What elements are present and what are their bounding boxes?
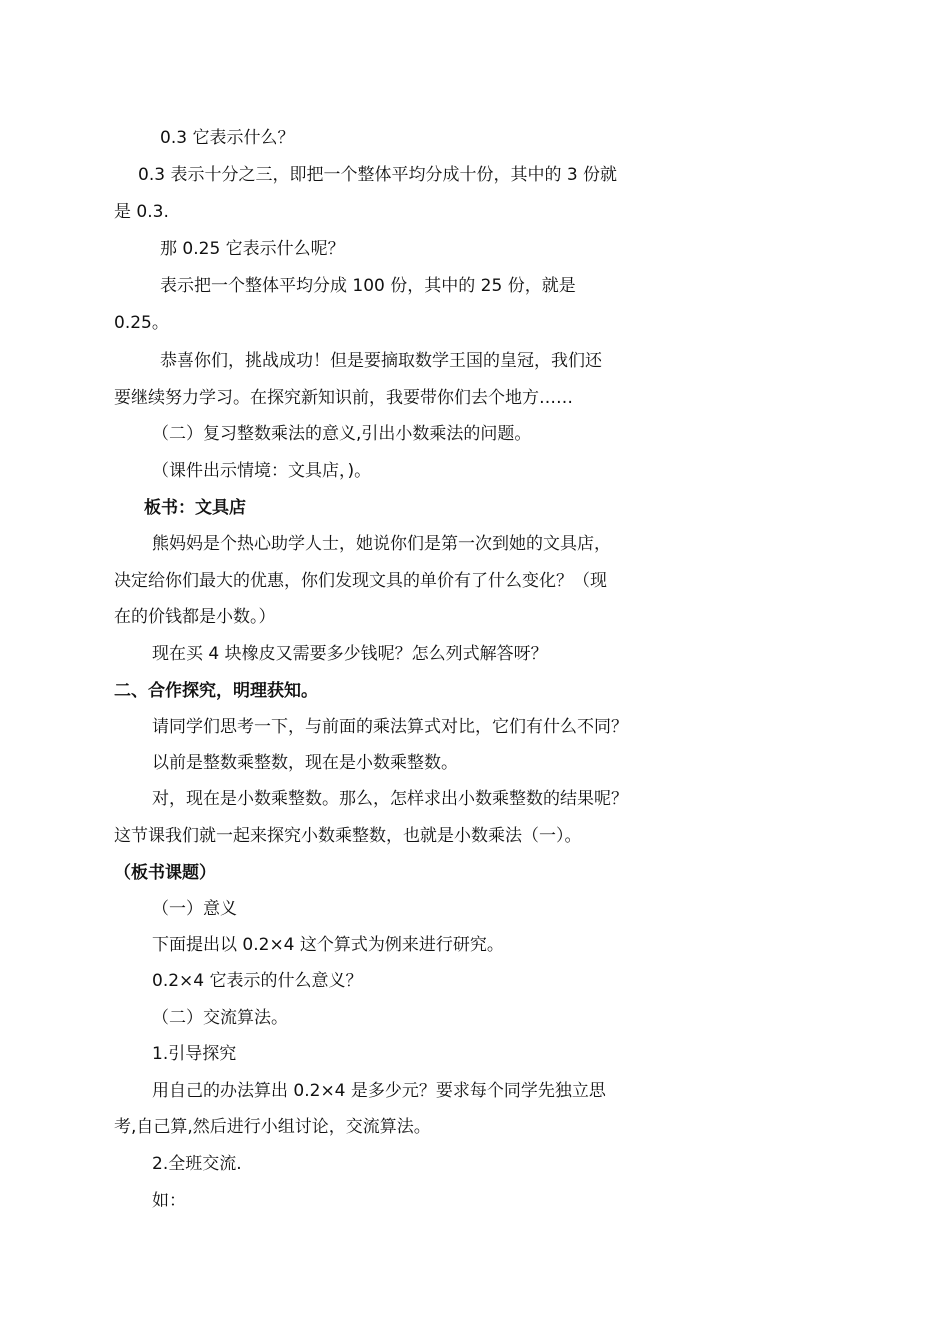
text-line: 0.3 表示十分之三，即把一个整体平均分成十份，其中的 3 份就 xyxy=(138,165,618,185)
board-note-heading: （板书课题） xyxy=(114,863,216,883)
section-heading: 二、合作探究，明理获知。 xyxy=(114,681,318,701)
text-line: 这节课我们就一起来探究小数乘整数，也就是小数乘法（一）。 xyxy=(114,826,582,846)
text-line: 对，现在是小数乘整数。那么，怎样求出小数乘整数的结果呢？ xyxy=(152,789,628,809)
text-line: （课件出示情境：文具店，)。 xyxy=(152,461,372,481)
text-line: 熊妈妈是个热心助学人士，她说你们是第一次到她的文具店， xyxy=(152,534,611,554)
board-note-heading: 板书：文具店 xyxy=(144,498,246,518)
text-line: 考,自己算,然后进行小组讨论，交流算法。 xyxy=(114,1117,431,1137)
text-line: （二）复习整数乘法的意义,引出小数乘法的问题。 xyxy=(152,424,532,444)
text-line: 0.2×4 它表示的什么意义？ xyxy=(152,971,363,991)
text-line: 要继续努力学习。在探究新知识前，我要带你们去个地方…… xyxy=(114,388,573,408)
text-line: 如： xyxy=(152,1191,186,1211)
text-line: 2.全班交流. xyxy=(152,1154,242,1174)
text-line: 0.25。 xyxy=(114,313,169,333)
text-line: 请同学们思考一下，与前面的乘法算式对比，它们有什么不同？ xyxy=(152,717,628,737)
text-line: 决定给你们最大的优惠，你们发现文具的单价有了什么变化？（现 xyxy=(114,571,607,591)
text-line: 以前是整数乘整数，现在是小数乘整数。 xyxy=(152,753,458,773)
text-line: 用自己的办法算出 0.2×4 是多少元？要求每个同学先独立思 xyxy=(152,1081,606,1101)
text-line: 恭喜你们，挑战成功！但是要摘取数学王国的皇冠，我们还 xyxy=(160,351,602,371)
text-line: 在的价钱都是小数。） xyxy=(114,607,276,627)
text-line: 0.3 它表示什么？ xyxy=(160,128,295,148)
text-line: 那 0.25 它表示什么呢？ xyxy=(160,239,345,259)
text-line: （一）意义 xyxy=(152,899,237,919)
text-line: 现在买 4 块橡皮又需要多少钱呢？怎么列式解答呀？ xyxy=(152,644,548,664)
text-line: （二）交流算法。 xyxy=(152,1008,288,1028)
text-line: 是 0.3. xyxy=(114,202,169,222)
text-line: 表示把一个整体平均分成 100 份，其中的 25 份，就是 xyxy=(160,276,576,296)
text-line: 1.引导探究 xyxy=(152,1044,237,1064)
text-line: 下面提出以 0.2×4 这个算式为例来进行研究。 xyxy=(152,935,504,955)
